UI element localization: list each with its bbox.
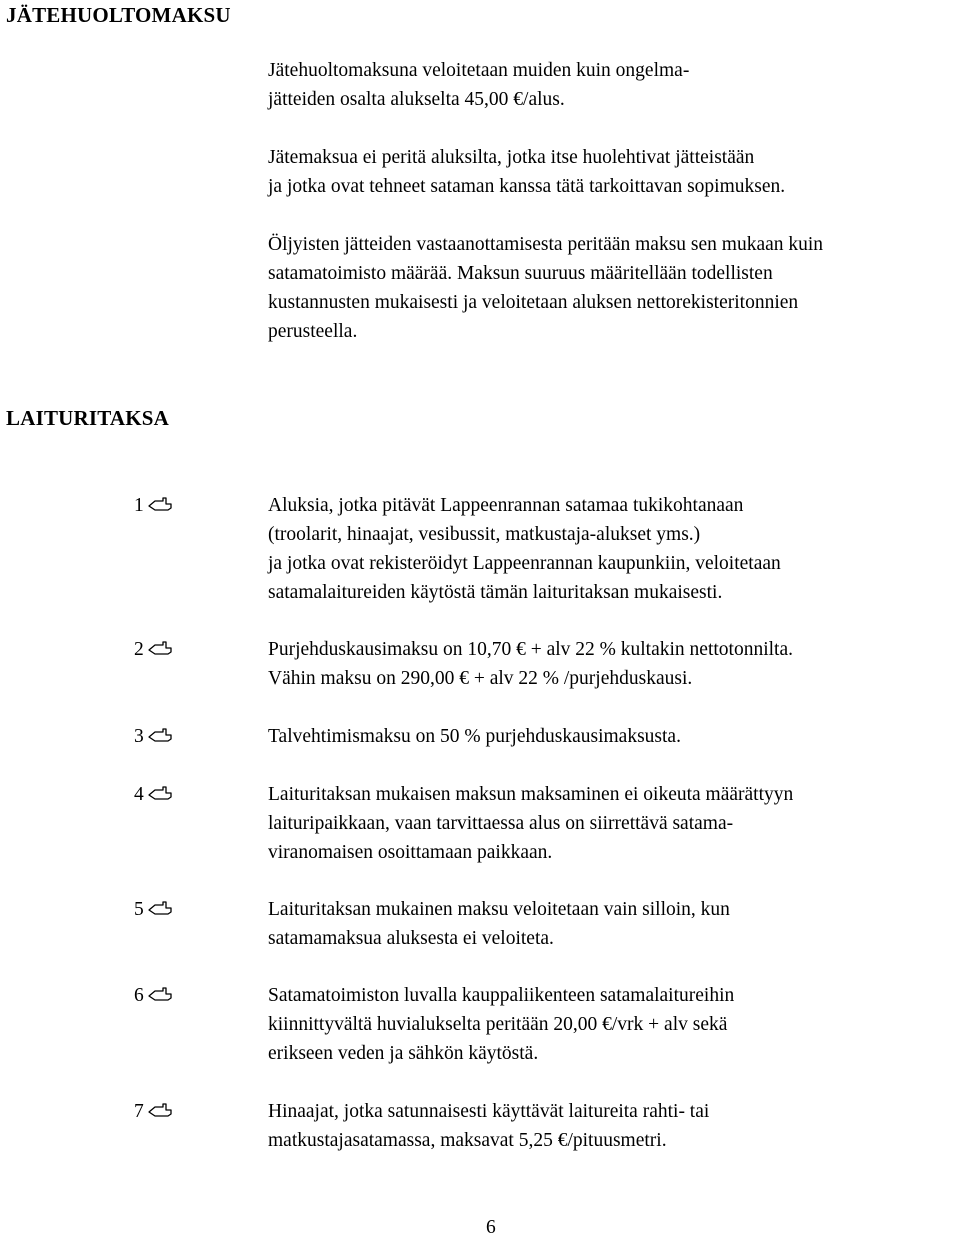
item-line: Purjehduskausimaksu on 10,70 € + alv 22 % kultakin nettotonnilta. <box>268 639 793 660</box>
paragraph-line: satamatoimisto määrää. Maksun suuruus määritellään todellisten <box>268 263 773 284</box>
paragraph-waste-fee <box>268 56 689 114</box>
paragraph-line: Jätemaksua ei peritä aluksilta, jotka itse huolehtivat jätteistään <box>268 147 755 168</box>
item-line: satamamaksua aluksesta ei veloiteta. <box>268 928 554 949</box>
section-title-laituritaksa: LAITURITAKSA <box>6 406 170 430</box>
item-line: viranomaisen osoittamaan paikkaan. <box>268 842 553 863</box>
item-line: satamalaitureiden käytöstä tämän laituritaksan mukaisesti. <box>268 582 723 603</box>
pointing-hand-icon <box>148 727 174 743</box>
item-text-2 <box>268 635 793 693</box>
item-number-4: 4 <box>134 780 174 809</box>
paragraph-line: kustannusten mukaisesti ja veloitetaan aluksen nettorekisteritonnien <box>268 292 799 313</box>
page-number: 6 <box>486 1217 496 1238</box>
item-line: Hinaajat, jotka satunnaisesti käyttävät laitureita rahti- tai <box>268 1101 710 1122</box>
item-text-4 <box>268 780 793 867</box>
pointing-hand-icon <box>148 496 174 512</box>
item-number-5: 5 <box>134 895 174 924</box>
item-line: (troolarit, hinaajat, vesibussit, matkustaja-alukset yms.) <box>268 524 701 545</box>
item-line: Laituritaksan mukainen maksu veloitetaan vain silloin, kun <box>268 899 730 920</box>
pointing-hand-icon <box>148 900 174 916</box>
item-line: Aluksia, jotka pitävät Lappeenrannan satamaa tukikohtanaan <box>268 495 744 516</box>
item-text-7 <box>268 1097 709 1155</box>
item-line: erikseen veden ja sähkön käytöstä. <box>268 1043 539 1064</box>
item-line: laituripaikkaan, vaan tarvittaessa alus on siirrettävä satama- <box>268 813 734 834</box>
pointing-hand-icon <box>148 986 174 1002</box>
paragraph-line: perusteella. <box>268 321 358 342</box>
section-title-jatehuoltomaksu: JÄTEHUOLTOMAKSU <box>6 3 231 27</box>
pointing-hand-icon <box>148 640 174 656</box>
item-line: Talvehtimismaksu on 50 % purjehduskausimaksusta. <box>268 726 681 747</box>
paragraph-oily-waste <box>268 230 823 346</box>
item-text-1 <box>268 491 781 607</box>
pointing-hand-icon <box>148 785 174 801</box>
item-line: matkustajasatamassa, maksavat 5,25 €/pituusmetri. <box>268 1130 667 1151</box>
paragraph-line: Öljyisten jätteiden vastaanottamisesta peritään maksu sen mukaan kuin <box>268 234 824 255</box>
paragraph-line: ja jotka ovat tehneet sataman kanssa tätä tarkoittavan sopimuksen. <box>268 176 786 197</box>
item-line: Laituritaksan mukaisen maksun maksaminen ei oikeuta määrättyyn <box>268 784 794 805</box>
paragraph-waste-exemption <box>268 143 785 201</box>
item-line: ja jotka ovat rekisteröidyt Lappeenrannan kaupunkiin, veloitetaan <box>268 553 781 574</box>
item-number-2: 2 <box>134 635 174 664</box>
pointing-hand-icon <box>148 1102 174 1118</box>
item-line: Vähin maksu on 290,00 € + alv 22 % /purjehduskausi. <box>268 668 693 689</box>
paragraph-line: jätteiden osalta alukselta 45,00 €/alus. <box>268 89 565 110</box>
item-line: kiinnittyvältä huvialukselta peritään 20,00 €/vrk + alv sekä <box>268 1014 728 1035</box>
item-line: Satamatoimiston luvalla kauppaliikenteen satamalaitureihin <box>268 985 735 1006</box>
item-number-7: 7 <box>134 1097 174 1126</box>
item-text-5 <box>268 895 730 953</box>
item-text-3 <box>268 722 681 751</box>
paragraph-line: Jätehuoltomaksuna veloitetaan muiden kuin ongelma- <box>268 60 690 81</box>
item-number-1: 1 <box>134 491 174 520</box>
item-number-6: 6 <box>134 981 174 1010</box>
item-number-3: 3 <box>134 722 174 751</box>
item-text-6 <box>268 981 734 1068</box>
